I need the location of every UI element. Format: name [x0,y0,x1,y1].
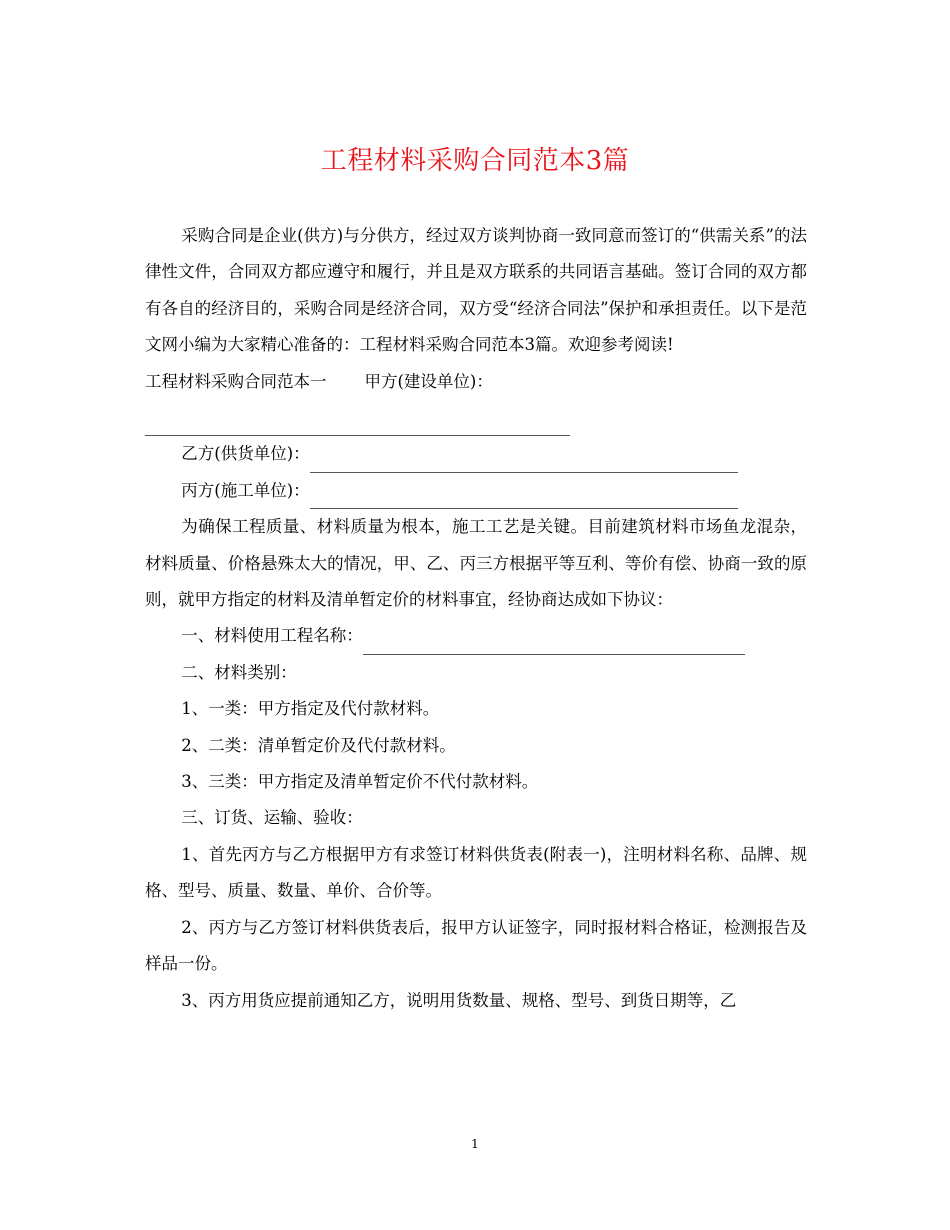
item-2-2: 2、二类：清单暂定价及代付款材料。 [181,735,456,755]
intro-paragraph: 采购合同是企业(供方)与分供方，经过双方谈判协商一致同意而签订的“供需关系”的法律性文件，合同双方都应遵守和履行，并且是双方联系的共同语言基础。签订合同的双方都有各自的经济目的，采购合同是经济合同，双方受“经济合同法”保护和承担责任。以下是范文网小编为大家精心准备的：工程材料采购合同范本3篇。欢迎参考阅读! [145,226,807,355]
section-heading: 工程材料采购合同范本一 [145,371,327,391]
item-2-3: 3、三类：甲方指定及清单暂定价不代付款材料。 [181,772,539,792]
party-c-label: 丙方(施工单位)： [181,480,310,500]
party-b-line [145,436,807,472]
document-body [145,218,807,1019]
party-a-blank [145,413,570,436]
page-number: 1 [471,1137,479,1151]
item-3-3: 3、丙方用货应提前通知乙方，说明用货数量、规格、型号、到货日期等，乙 [181,990,737,1010]
item-1-line [145,618,807,654]
party-a-label: 甲方(建设单位)： [364,371,493,391]
document-title: 工程材料采购合同范本3篇 [320,146,630,176]
purpose-paragraph: 为确保工程质量、材料质量为根本，施工工艺是关键。目前建筑材料市场鱼龙混杂，材料质量、价格悬殊太大的情况，甲、乙、丙三方根据平等互利、等价有偿、协商一致的原则，就甲方指定的材料及清单暂定价的材料事宜，经协商达成如下协议： [145,517,807,610]
item-2-1: 1、一类：甲方指定及代付款材料。 [181,699,440,719]
section-heading-line [145,364,807,400]
party-b-label: 乙方(供货单位)： [181,444,310,464]
party-c-blank [310,486,738,509]
party-b-blank [310,450,738,473]
item-1-label: 一、材料使用工程名称： [181,626,363,646]
item-3-heading: 三、订货、运输、验收： [181,808,363,828]
party-a-blank-line [145,400,807,436]
item-2-heading: 二、材料类别： [181,662,297,682]
item-3-1: 1、首先丙方与乙方根据甲方有求签订材料供货表(附表一)，注明材料名称、品牌、规格、型号、质量、数量、单价、合价等。 [145,844,807,901]
party-c-line [145,473,807,509]
project-name-blank [363,632,745,655]
item-3-2: 2、丙方与乙方签订材料供货表后，报甲方认证签字，同时报材料合格证，检测报告及样品一份。 [145,917,807,974]
